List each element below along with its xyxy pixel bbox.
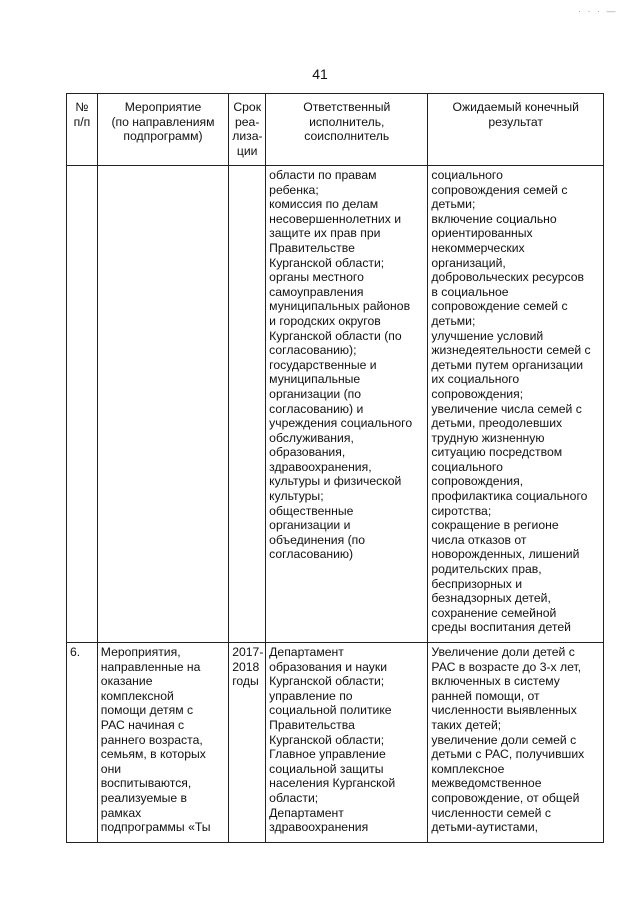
header-responsible: Ответственный исполнитель, соисполнитель bbox=[266, 94, 428, 166]
cell-number: 6. bbox=[67, 643, 98, 843]
cell-event bbox=[97, 166, 228, 643]
cell-term: 2017- 2018 годы bbox=[229, 643, 266, 843]
page-number: 41 bbox=[312, 66, 328, 82]
table-row bbox=[67, 166, 604, 643]
header-event: Мероприятие (по направлениям подпрограмм) bbox=[97, 94, 228, 166]
header-term: Срок реа- лиза- ции bbox=[229, 94, 266, 166]
cell-term bbox=[229, 166, 266, 643]
header-result: Ожидаемый конечный результат bbox=[428, 94, 604, 166]
measures-table bbox=[66, 93, 604, 843]
cell-number bbox=[67, 166, 98, 643]
cell-responsible: области по правам ребенка; комиссия по делам несовершеннолетних и защите их прав при Правительстве Курганской области; органы местного самоуправления муниципальных районов и городских округов Курганской области (по согласованию); государственные и муниципальные организации (по согласованию) и учреждения социального обслуживания, образования, здравоохранения, культуры и физической культуры; общественные организации и объединения (по согласованию) bbox=[266, 166, 428, 643]
cell-responsible: Департамент образования и науки Курганской области; управление по социальной политике Правительства Курганской области; Главное управление социальной защиты населения Курганской области; Департамент здравоохранения bbox=[266, 643, 428, 843]
cell-result: Увеличение доли детей с РАС в возрасте до 3-х лет, включенных в систему ранней помощи, от численности выявленных таких детей; увеличение доли семей с детьми с РАС, получивших комплексное межведомственное сопровождение, от общей численности семей с детьми-аутистами, bbox=[428, 643, 604, 843]
scan-corner-mark: · · · — bbox=[578, 6, 618, 16]
table-row bbox=[67, 643, 604, 843]
cell-result: социального сопровождения семей с детьми; включение социально ориентированных некоммерческих организаций, добровольческих ресурсов в социальное сопровождение семей с детьми; улучшение условий жизнедеятельности семей с детьми путем организации их социального сопровождения; увеличение числа семей с детьми, преодолевших трудную жизненную ситуацию посредством социального сопровождения, профилактика социального сиротства; сокращение в регионе числа отказов от новорожденных, лишений родительских прав, беспризорных и безнадзорных детей, сохранение семейной среды воспитания детей bbox=[428, 166, 604, 643]
cell-event: Мероприятия, направленные на оказание комплексной помощи детям с РАС начиная с раннего возраста, семьям, в которых они воспитываются, реализуемые в рамках подпрограммы «Ты bbox=[97, 643, 228, 843]
header-number: № п/п bbox=[67, 94, 98, 166]
table-header-row bbox=[67, 94, 604, 166]
